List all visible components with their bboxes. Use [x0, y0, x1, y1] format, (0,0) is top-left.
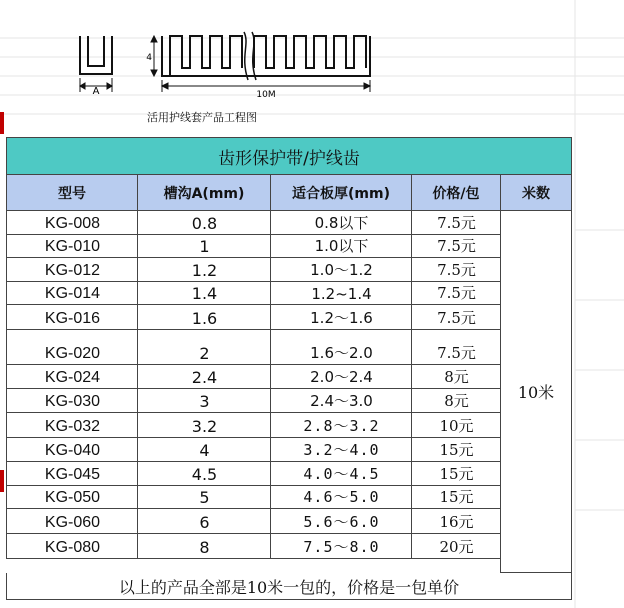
groove-cell: 4.5	[137, 462, 271, 486]
model-cell: KG-030	[6, 389, 138, 413]
model-cell: KG-020	[6, 330, 138, 365]
groove-cell: 1.4	[137, 282, 271, 305]
thickness-cell: 4.6～5.0	[270, 486, 412, 509]
groove-cell: 1.2	[137, 258, 271, 282]
model-cell: KG-050	[6, 486, 138, 509]
label-height: 4	[146, 53, 152, 63]
table-footer-note: 以上的产品全部是10米一包的，价格是一包单价	[6, 573, 572, 600]
price-cell: 15元	[411, 438, 501, 462]
drawing-caption: 活用护线套产品工程图	[147, 111, 257, 124]
model-cell: KG-032	[6, 413, 138, 438]
price-cell: 8元	[411, 365, 501, 389]
price-cell: 7.5元	[411, 211, 501, 235]
thickness-cell: 4.0～4.5	[270, 462, 412, 486]
thickness-cell: 1.0～1.2	[270, 258, 412, 282]
label-length: 10M	[256, 90, 276, 100]
groove-cell: 1	[137, 235, 271, 258]
model-cell: KG-012	[6, 258, 138, 282]
thickness-cell: 2.8～3.2	[270, 413, 412, 438]
header-thickness: 适合板厚(mm)	[270, 174, 412, 211]
price-cell: 20元	[411, 534, 501, 559]
model-cell: KG-010	[6, 235, 138, 258]
model-cell: KG-060	[6, 509, 138, 534]
thickness-cell: 7.5～8.0	[270, 534, 412, 559]
engineering-drawing	[70, 30, 390, 100]
meter-value-cell: 10米	[500, 211, 572, 573]
model-cell: KG-040	[6, 438, 138, 462]
model-cell: KG-045	[6, 462, 138, 486]
groove-cell: 1.6	[137, 305, 271, 330]
thickness-cell: 2.4～3.0	[270, 389, 412, 413]
price-cell: 15元	[411, 462, 501, 486]
groove-cell: 0.8	[137, 211, 271, 235]
groove-cell: 3	[137, 389, 271, 413]
header-model: 型号	[6, 174, 138, 211]
thickness-cell: 1.2～1.6	[270, 305, 412, 330]
groove-cell: 5	[137, 486, 271, 509]
model-cell: KG-024	[6, 365, 138, 389]
price-cell: 7.5元	[411, 330, 501, 365]
groove-cell: 3.2	[137, 413, 271, 438]
tooth-strip-shape	[162, 32, 370, 80]
header-price: 价格/包	[411, 174, 501, 211]
thickness-cell: 5.6～6.0	[270, 509, 412, 534]
groove-cell: 8	[137, 534, 271, 559]
header-groove: 槽沟A(mm)	[137, 174, 271, 211]
model-cell: KG-016	[6, 305, 138, 330]
thickness-cell: 2.0～2.4	[270, 365, 412, 389]
thickness-cell: 0.8以下	[270, 211, 412, 235]
row-marker	[0, 470, 4, 492]
groove-cell: 6	[137, 509, 271, 534]
model-cell: KG-008	[6, 211, 138, 235]
price-cell: 7.5元	[411, 282, 501, 305]
thickness-cell: 3.2～4.0	[270, 438, 412, 462]
groove-cell: 2	[137, 330, 271, 365]
price-cell: 16元	[411, 509, 501, 534]
model-cell: KG-014	[6, 282, 138, 305]
price-cell: 7.5元	[411, 305, 501, 330]
price-cell: 7.5元	[411, 235, 501, 258]
header-meters: 米数	[500, 174, 572, 211]
model-cell: KG-080	[6, 534, 138, 559]
price-cell: 8元	[411, 389, 501, 413]
table-title: 齿形保护带/护线齿	[6, 137, 572, 175]
thickness-cell: 1.0以下	[270, 235, 412, 258]
row-marker	[0, 112, 4, 134]
groove-cell: 2.4	[137, 365, 271, 389]
groove-cell: 4	[137, 438, 271, 462]
price-cell: 15元	[411, 486, 501, 509]
price-cell: 7.5元	[411, 258, 501, 282]
thickness-cell: 1.6～2.0	[270, 330, 412, 365]
thickness-cell: 1.2~1.4	[270, 282, 412, 305]
label-a: A	[92, 86, 100, 97]
price-cell: 10元	[411, 413, 501, 438]
u-profile-shape	[80, 36, 112, 74]
